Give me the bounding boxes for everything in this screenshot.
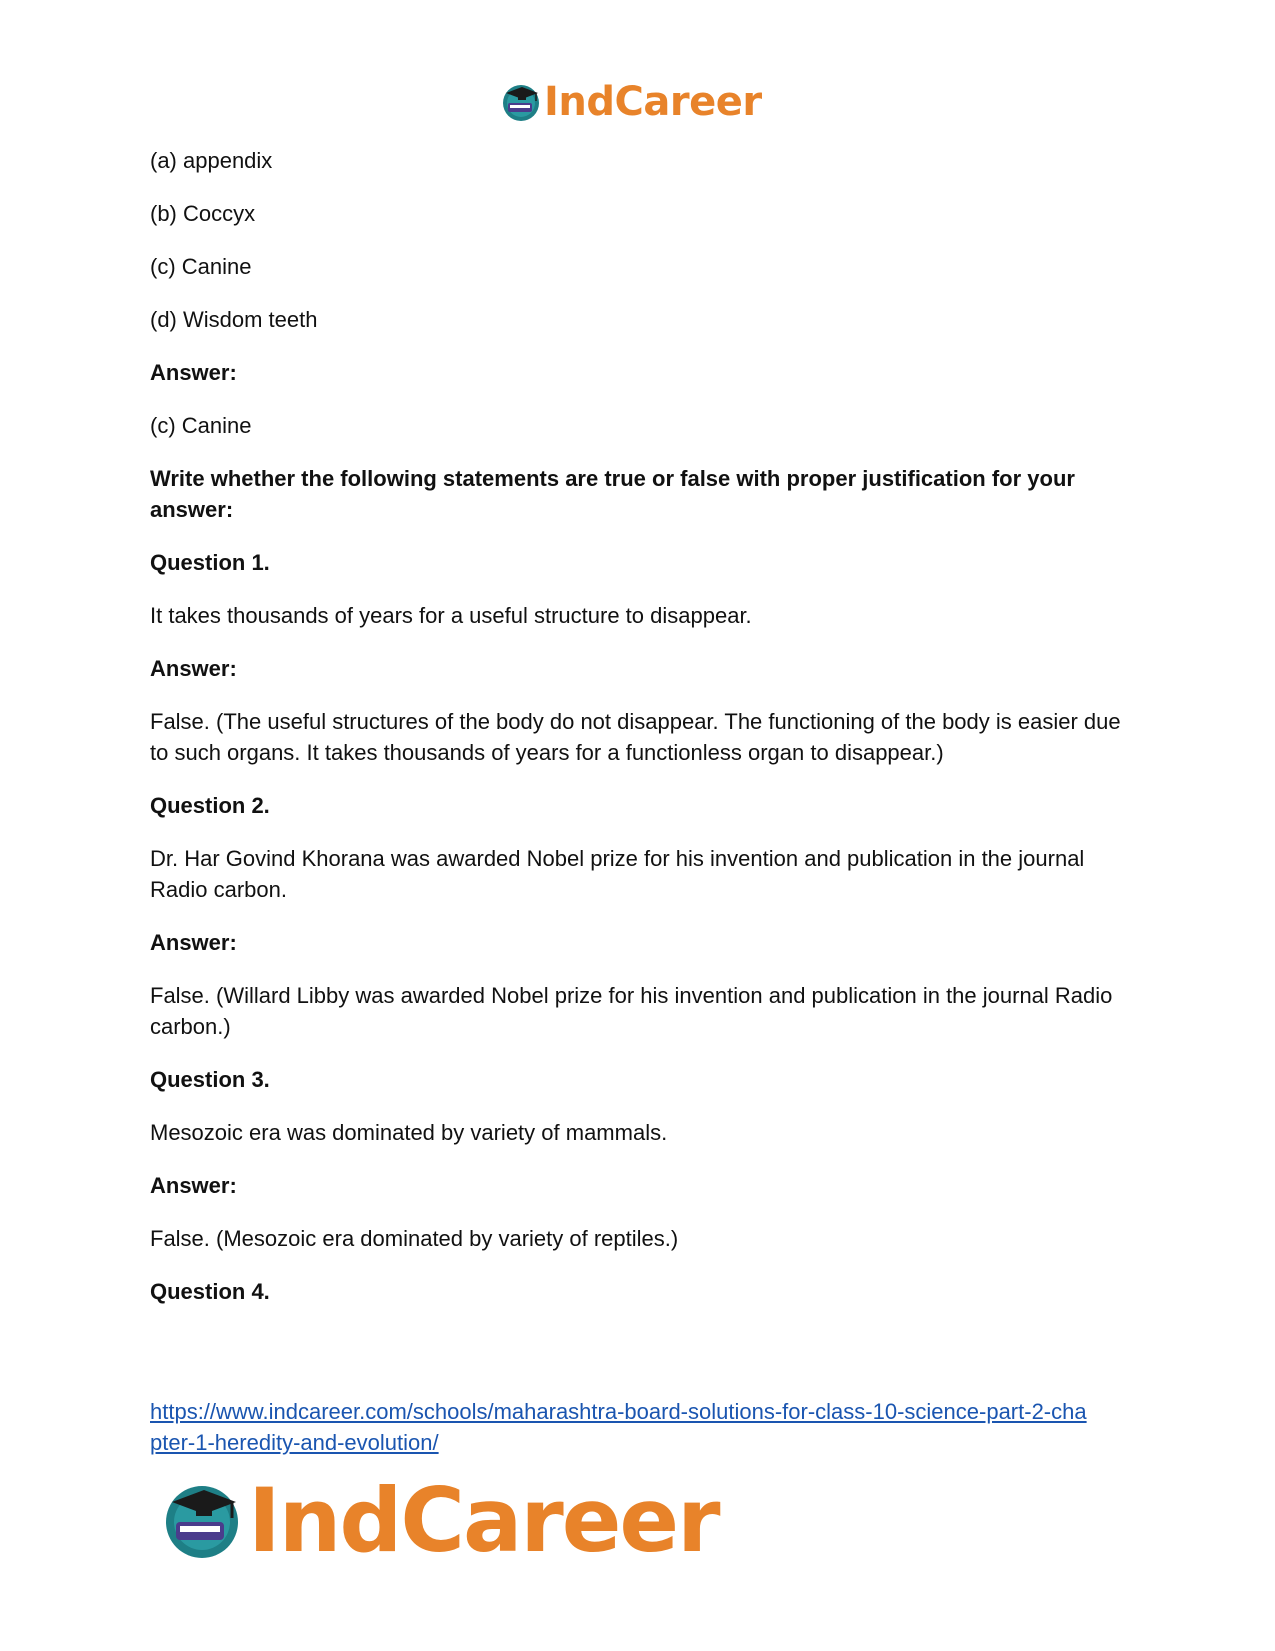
question-1-label: Question 1. (150, 550, 270, 575)
document-body (150, 145, 1130, 1307)
footer-url-line-1[interactable]: https://www.indcareer.com/schools/maharashtra-board-solutions-for-class-10-science-part-2-cha (150, 1399, 1087, 1424)
question-3-answer: False. (Mesozoic era dominated by variety of reptiles.) (150, 1226, 679, 1251)
graduation-globe-icon (500, 81, 542, 123)
footer-logo (160, 1470, 719, 1570)
question-4-label: Question 4. (150, 1279, 270, 1304)
question-1-text: It takes thousands of years for a useful structure to disappear. (150, 603, 752, 628)
answer-label: Answer: (150, 360, 237, 385)
question-3-text: Mesozoic era was dominated by variety of mammals. (150, 1120, 668, 1145)
question-2-answer-label: Answer: (150, 930, 237, 955)
graduation-globe-icon (160, 1478, 244, 1562)
question-1-answer: False. (The useful structures of the body do not disappear. The functioning of the body is easier due to such organs. It takes thousands of years for a functionless organ to disappear.) (150, 709, 1121, 765)
question-2-text: Dr. Har Govind Khorana was awarded Nobel prize for his invention and publication in the journal Radio carbon. (150, 846, 1085, 902)
brand-name: IndCareer (544, 79, 762, 125)
question-2-answer: False. (Willard Libby was awarded Nobel prize for his invention and publication in the journal Radio carbon.) (150, 983, 1113, 1039)
footer-brand-name: IndCareer (248, 1468, 719, 1572)
header-logo (500, 78, 762, 126)
answer-text: (c) Canine (150, 413, 252, 438)
option-c: (c) Canine (150, 254, 252, 279)
option-a: (a) appendix (150, 148, 273, 173)
section-heading: Write whether the following statements are true or false with proper justification for your answer: (150, 466, 1075, 522)
question-3-answer-label: Answer: (150, 1173, 237, 1198)
option-b: (b) Coccyx (150, 201, 256, 226)
question-3-label: Question 3. (150, 1067, 270, 1092)
footer-url[interactable] (150, 1396, 1140, 1458)
footer-url-line-2[interactable]: pter-1-heredity-and-evolution/ (150, 1430, 439, 1455)
question-1-answer-label: Answer: (150, 656, 237, 681)
option-d: (d) Wisdom teeth (150, 307, 318, 332)
question-2-label: Question 2. (150, 793, 270, 818)
